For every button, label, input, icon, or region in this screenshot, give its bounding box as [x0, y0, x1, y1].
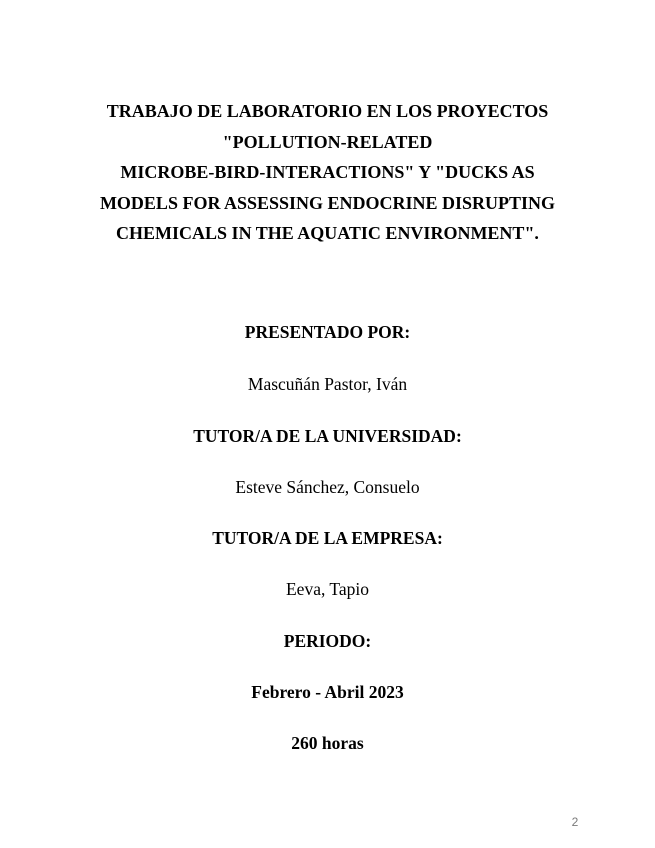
period-label: PERIODO: [283, 631, 372, 651]
presented-by-label: PRESENTADO POR: [244, 322, 411, 342]
title-line-1: TRABAJO DE LABORATORIO EN LOS PROYECTOS [106, 101, 549, 121]
title-line-2: "POLLUTION-RELATED [222, 131, 433, 152]
university-tutor-value: Esteve Sánchez, Consuelo [235, 477, 420, 497]
university-tutor-label: TUTOR/A DE LA UNIVERSIDAD: [193, 426, 462, 446]
title-line-5: CHEMICALS IN THE AQUATIC ENVIRONMENT". [116, 223, 539, 243]
company-tutor-value: Eeva, Tapio [285, 579, 369, 599]
title-line-4: MODELS FOR ASSESSING ENDOCRINE DISRUPTING [99, 192, 556, 213]
document-title [60, 96, 595, 249]
page-number: 2 [571, 815, 579, 829]
hours-value: 260 horas [291, 733, 364, 753]
company-tutor-label: TUTOR/A DE LA EMPRESA: [212, 528, 443, 548]
title-line-3: MICROBE-BIRD-INTERACTIONS" Y "DUCKS AS [120, 162, 535, 182]
presented-by-value: Mascuñán Pastor, Iván [247, 374, 408, 394]
period-value: Febrero - Abril 2023 [251, 682, 404, 702]
